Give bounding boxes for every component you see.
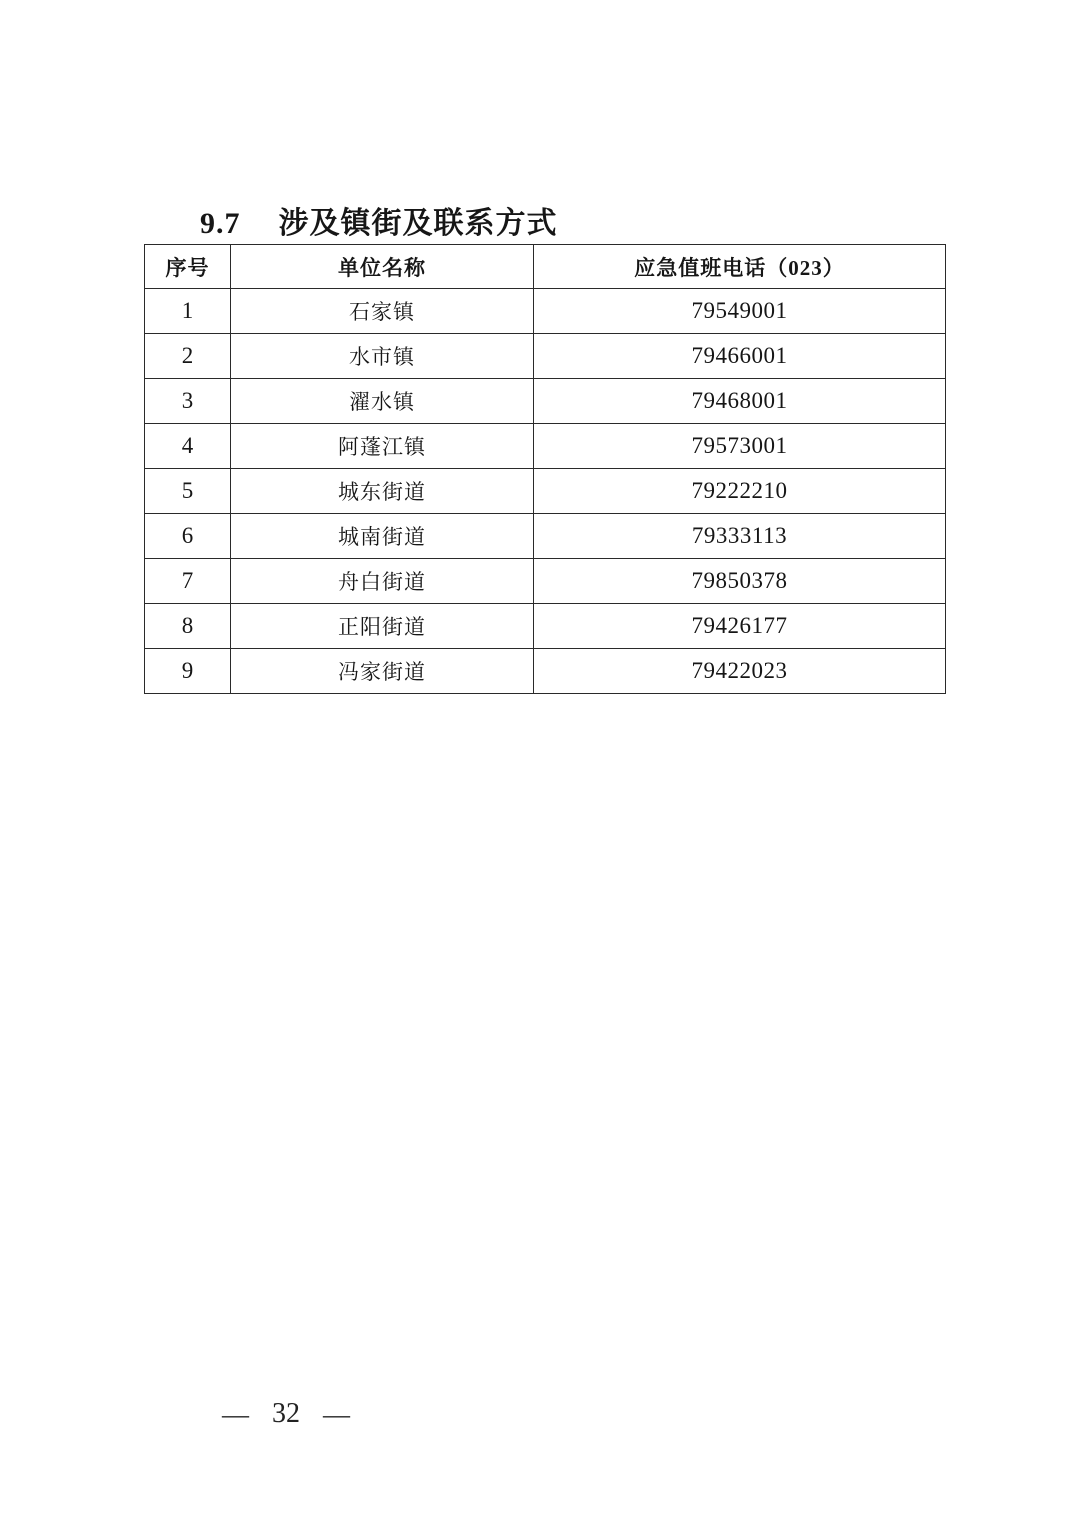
unit-name-cell: 城东街道 bbox=[231, 469, 534, 514]
table-row bbox=[145, 424, 946, 469]
footer-dash-right: — bbox=[323, 1398, 350, 1429]
row-number-cell: 9 bbox=[145, 649, 231, 694]
phone-cell: 79850378 bbox=[534, 559, 946, 604]
contacts-table bbox=[144, 244, 946, 694]
section-title-text: 涉及镇街及联系方式 bbox=[278, 207, 558, 240]
table-row bbox=[145, 514, 946, 559]
table-row bbox=[145, 289, 946, 334]
section-number: 9.7 bbox=[200, 207, 241, 240]
phone-cell: 79426177 bbox=[534, 604, 946, 649]
phone-cell: 79422023 bbox=[534, 649, 946, 694]
row-number-cell: 1 bbox=[145, 289, 231, 334]
unit-name-cell: 冯家街道 bbox=[231, 649, 534, 694]
page-footer bbox=[222, 1398, 350, 1430]
header-cell-index: 序号 bbox=[145, 245, 231, 289]
unit-name-cell: 城南街道 bbox=[231, 514, 534, 559]
unit-name-cell: 石家镇 bbox=[231, 289, 534, 334]
unit-name-cell: 舟白街道 bbox=[231, 559, 534, 604]
row-number-cell: 8 bbox=[145, 604, 231, 649]
page-number: 32 bbox=[272, 1398, 300, 1429]
phone-cell: 79222210 bbox=[534, 469, 946, 514]
header-cell-unit-name: 单位名称 bbox=[231, 245, 534, 289]
footer-dash-left: — bbox=[222, 1398, 249, 1429]
section-title bbox=[200, 198, 558, 242]
unit-name-cell: 正阳街道 bbox=[231, 604, 534, 649]
row-number-cell: 6 bbox=[145, 514, 231, 559]
phone-cell: 79466001 bbox=[534, 334, 946, 379]
row-number-cell: 3 bbox=[145, 379, 231, 424]
table-row bbox=[145, 469, 946, 514]
phone-cell: 79333113 bbox=[534, 514, 946, 559]
unit-name-cell: 濯水镇 bbox=[231, 379, 534, 424]
unit-name-cell: 阿蓬江镇 bbox=[231, 424, 534, 469]
row-number-cell: 2 bbox=[145, 334, 231, 379]
unit-name-cell: 水市镇 bbox=[231, 334, 534, 379]
row-number-cell: 7 bbox=[145, 559, 231, 604]
table-row bbox=[145, 649, 946, 694]
phone-cell: 79549001 bbox=[534, 289, 946, 334]
table-row bbox=[145, 379, 946, 424]
table-row bbox=[145, 559, 946, 604]
row-number-cell: 4 bbox=[145, 424, 231, 469]
table-header-row bbox=[145, 245, 946, 289]
table-row bbox=[145, 334, 946, 379]
table-row bbox=[145, 604, 946, 649]
row-number-cell: 5 bbox=[145, 469, 231, 514]
header-cell-phone: 应急值班电话（023） bbox=[534, 245, 946, 289]
phone-cell: 79468001 bbox=[534, 379, 946, 424]
phone-cell: 79573001 bbox=[534, 424, 946, 469]
